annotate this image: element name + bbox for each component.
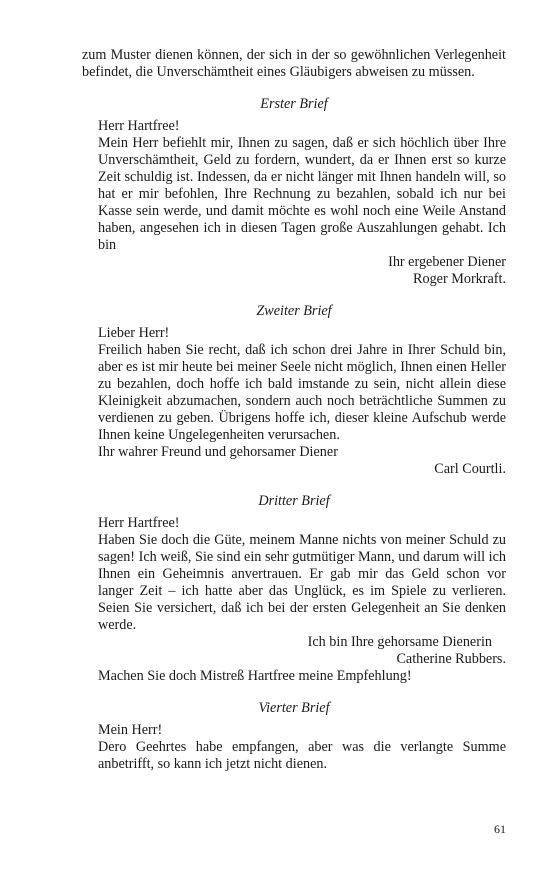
letter-2-body: Freilich haben Sie recht, daß ich schon drei Jahre in Ihrer Schuld bin, aber es ist mir heute bei meiner Seele nicht möglich, Ihnen einen Heller zu bezahlen, doch hoffe ich bald imstande zu sein, nicht allein diese Kleinigkeit abzumachen, sondern auch noch beträchtliche Summen zu verdienen zu geben. Übrigens hoffe ich, dieser kleine Aufschub werde Ihnen keine Ungelegenheiten verursachen. (98, 342, 506, 443)
letter-3-heading: Dritter Brief (258, 493, 330, 509)
letter-3-body: Haben Sie doch die Güte, meinem Manne nichts von meiner Schuld zu sagen! Ich weiß, Sie sind ein sehr gutmütiger Mann, und darum will ich Ihnen ein Geheimnis anvertrauen. Er gab mir das Geld schon vor langer Zeit – ich hatte aber das Unglück, es im Spiele zu verlieren. Seien Sie versichert, daß ich bei der ersten Gelegenheit an Sie denken werde. (98, 532, 506, 633)
letter-1 (82, 96, 506, 288)
letter-2-closing: Ihr wahrer Freund und gehorsamer Diener (98, 444, 338, 460)
letter-3-postscript: Machen Sie doch Mistreß Hartfree meine Empfehlung! (98, 668, 412, 684)
page-number: 61 (494, 822, 506, 836)
letter-3-salutation: Herr Hartfree! (98, 515, 180, 531)
intro-paragraph: zum Muster dienen können, der sich in der so gewöhnlichen Verlegenheit befindet, die Unverschämtheit eines Gläubigers abweisen zu müssen. (82, 47, 506, 80)
letter-4-heading: Vierter Brief (258, 700, 330, 716)
letter-3 (82, 493, 506, 685)
letter-2 (82, 303, 506, 478)
letter-1-signature: Roger Morkraft. (413, 271, 506, 287)
letter-4 (82, 700, 506, 773)
book-page (82, 47, 506, 773)
letter-1-heading: Erster Brief (260, 96, 328, 112)
letter-4-body: Dero Geehrtes habe empfangen, aber was die verlangte Summe anbetrifft, so kann ich jetzt nicht dienen. (98, 739, 506, 772)
letter-2-heading: Zweiter Brief (256, 303, 332, 319)
letter-1-salutation: Herr Hartfree! (98, 118, 180, 134)
letter-1-body: Mein Herr befiehlt mir, Ihnen zu sagen, daß er sich höchlich über Ihre Unverschämtheit, Geld zu fordern, wundert, da er Ihnen erst so kurze Zeit schuldig ist. Indessen, da er nicht länger mit Ihnen handeln will, so hat er mir befohlen, Ihre Rechnung zu bezahlen, sobald ich nur bei Kasse sein werde, und damit möchte es wohl noch eine Weile Anstand haben, angesehen ich in diesen Tagen große Auszahlungen gehabt. Ich bin (98, 135, 506, 253)
letter-1-closing: Ihr ergebener Diener (388, 254, 506, 270)
letter-3-closing: Ich bin Ihre gehorsame Dienerin (307, 634, 492, 650)
letter-4-salutation: Mein Herr! (98, 722, 163, 738)
letter-2-signature: Carl Courtli. (434, 461, 506, 477)
letter-3-signature: Catherine Rubbers. (396, 651, 506, 667)
letter-2-salutation: Lieber Herr! (98, 325, 170, 341)
